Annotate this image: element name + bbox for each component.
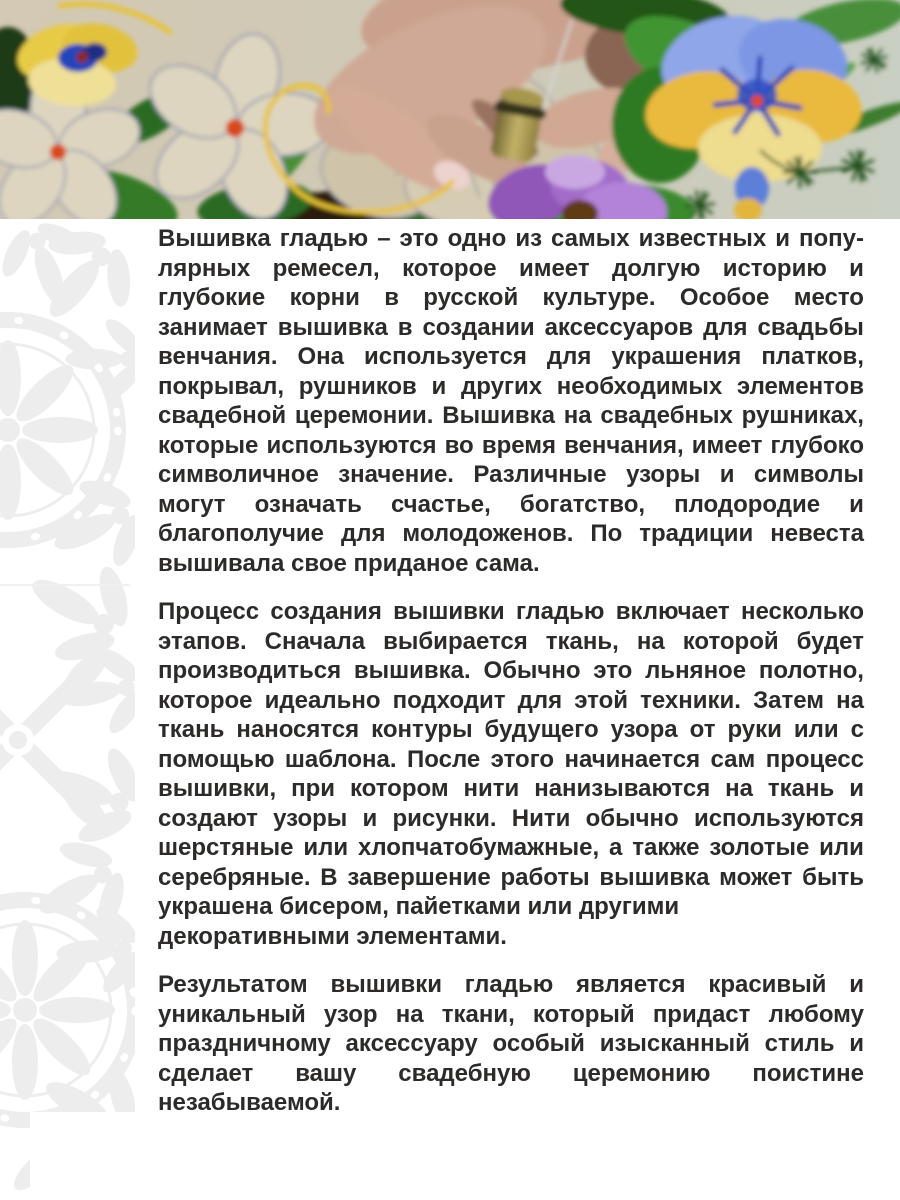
text-line: этапов. Сначала выбирается ткань, на которой будет bbox=[158, 627, 864, 655]
ornament-watermark bbox=[0, 219, 135, 1200]
embroidery-photo bbox=[0, 0, 900, 219]
text-line: незабываемой. bbox=[158, 1089, 341, 1116]
text-line: покрывал, рушников и других необходимых элементов bbox=[158, 372, 864, 400]
text-line: ткань наносятся контуры будущего узора от руки или с bbox=[158, 716, 864, 743]
text-line: венчания. Она используется для украшения платков, bbox=[158, 343, 864, 370]
text-line: Процесс создания вышивки гладью включает несколько bbox=[158, 598, 864, 625]
text-line: сделает вашу свадебную церемонию поистине bbox=[158, 1059, 864, 1087]
text-line: глубокие корни в русской культуре. Особое место bbox=[158, 284, 864, 311]
paragraph bbox=[158, 597, 864, 951]
text-line: праздничному аксессуару особый изысканный стиль и bbox=[158, 1030, 864, 1057]
ornament-watermark-pattern bbox=[0, 219, 135, 1200]
text-line: лярных ремесел, которое имеет долгую историю и bbox=[158, 254, 864, 282]
watermark-cover bbox=[30, 1112, 170, 1200]
text-line: Результатом вышивки гладью является красивый и bbox=[158, 971, 864, 998]
text-line: Вышивка гладью – это одно из самых известных и попу- bbox=[158, 225, 864, 252]
embroidery-photo-illustration bbox=[0, 0, 900, 219]
text-line: могут означать счастье, богатство, плодородие и bbox=[158, 490, 864, 518]
paragraph bbox=[158, 224, 864, 578]
text-line: благополучие для молодоженов. По традиции невеста bbox=[158, 520, 864, 547]
text-line: которое идеально подходит для этой техники. Затем на bbox=[158, 686, 864, 714]
text-line: производиться вышивка. Обычно это льняное полотно, bbox=[158, 657, 864, 684]
text-line: декоративными элементами. bbox=[158, 922, 507, 950]
text-line: свадебной церемонии. Вышивка на свадебных рушниках, bbox=[158, 402, 864, 429]
text-line: уникальный узор на ткани, который придаст любому bbox=[158, 1000, 864, 1028]
text-line: вышивала свое приданое сама. bbox=[158, 549, 540, 577]
paragraph bbox=[158, 970, 864, 1118]
text-line: серебряные. В завершение работы вышивка может быть bbox=[158, 863, 864, 891]
text-line: помощью шаблона. После этого начинается сам процесс bbox=[158, 745, 864, 773]
text-line: создают узоры и рисунки. Нити обычно используются bbox=[158, 804, 864, 832]
text-line: украшена бисером, пайетками или другими bbox=[158, 893, 680, 920]
text-line: вышивки, при котором нити нанизываются на ткань и bbox=[158, 775, 864, 802]
text-line: занимает вышивка в создании аксессуаров для свадьбы bbox=[158, 313, 864, 341]
text-line: которые используются во время венчания, имеет глубоко bbox=[158, 431, 864, 459]
text-line: шерстяные или хлопчатобумажные, а также золотые или bbox=[158, 834, 864, 861]
article-text bbox=[158, 224, 864, 1137]
text-line: символичное значение. Различные узоры и символы bbox=[158, 461, 864, 488]
